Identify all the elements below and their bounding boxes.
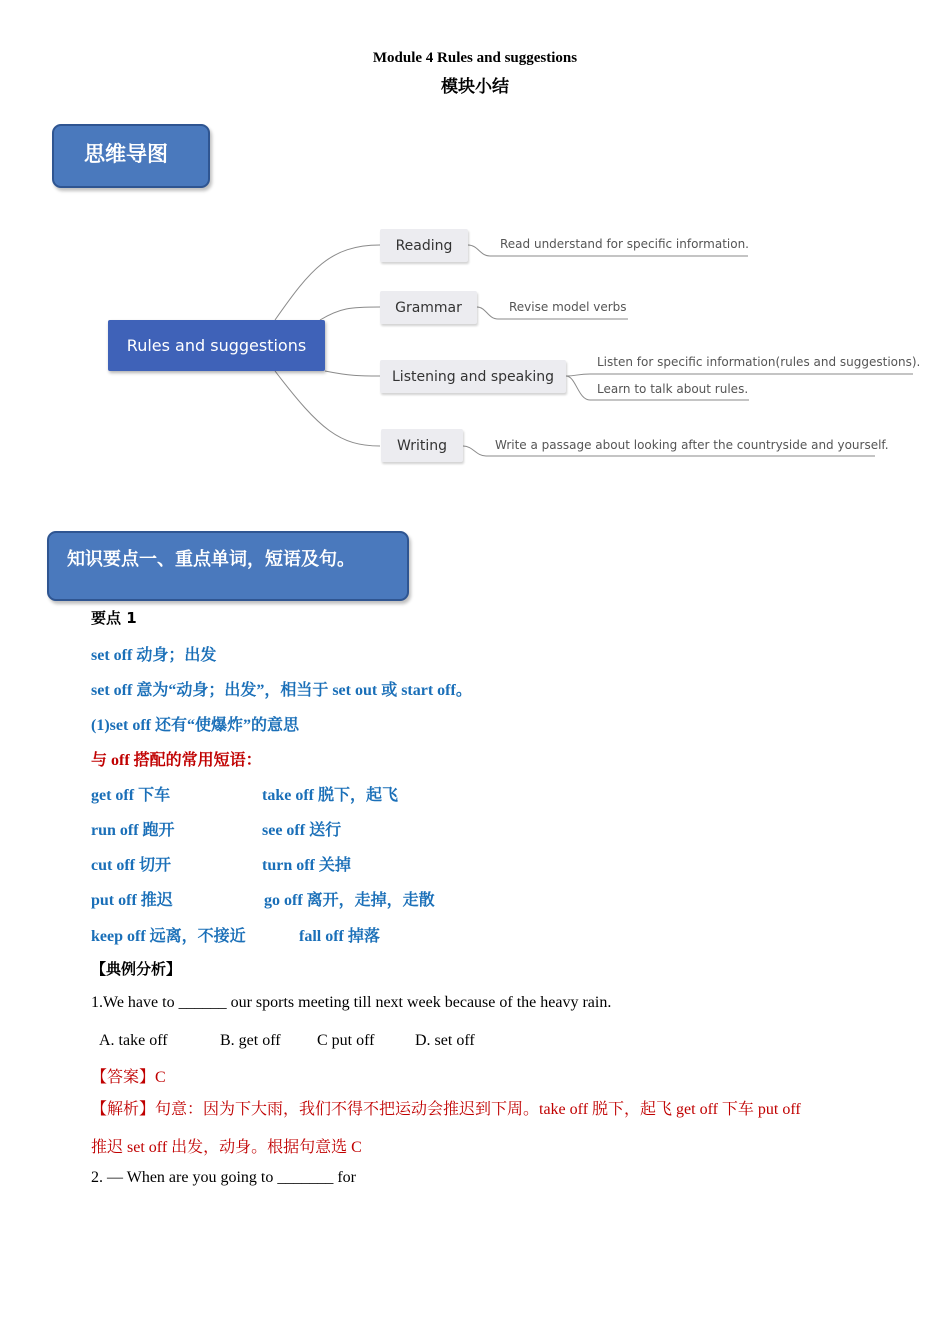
- content-line: set off 动身；出发: [91, 647, 217, 664]
- connector-listening-detail1: [566, 374, 913, 376]
- section-header-key-points: [47, 531, 409, 601]
- section-header-label: 知识要点一、重点单词，短语及句。: [67, 549, 355, 570]
- phrase: see off 送行: [262, 822, 342, 839]
- option: C put off: [317, 1032, 375, 1049]
- phrase: get off 下车: [91, 787, 171, 804]
- root-label: Rules and suggestions: [126, 336, 307, 355]
- analysis: 推迟 set off 出发，动身。根据句意选 C: [91, 1139, 362, 1156]
- phrase: keep off 远离，不接近: [91, 928, 246, 945]
- option: A. take off: [99, 1032, 168, 1049]
- phrase: run off 跑开: [91, 822, 175, 839]
- branch-label: Writing: [397, 437, 447, 454]
- mind-map-root: [108, 320, 325, 371]
- phrase: go off 离开，走掉，走散: [264, 892, 435, 909]
- section-header-label: 思维导图: [84, 142, 168, 166]
- mind-map: [0, 200, 950, 490]
- branch-detail: Listen for specific information(rules and suggestions).: [597, 355, 921, 369]
- branch-reading: [380, 229, 468, 262]
- content-line: 与 off 搭配的常用短语：: [91, 752, 262, 769]
- branch-detail: Write a passage about looking after the countryside and yourself.: [495, 438, 889, 452]
- connector-listening: [325, 371, 380, 376]
- phrase: cut off 切开: [91, 857, 171, 874]
- option: D. set off: [415, 1032, 475, 1049]
- phrase: take off 脱下，起飞: [262, 787, 398, 804]
- branch-detail: Learn to talk about rules.: [597, 382, 749, 396]
- connector-writing: [275, 371, 380, 446]
- branch-listening-speaking: [380, 360, 566, 393]
- content-line: set off 意为“动身；出发”，相当于 set out 或 start off。: [91, 682, 472, 699]
- section-header-mindmap: [52, 124, 210, 188]
- example-title: 【典例分析】: [91, 960, 182, 978]
- option: B. get off: [220, 1032, 281, 1049]
- phrase: put off 推迟: [91, 892, 173, 909]
- point-title: 要点 1: [91, 609, 137, 627]
- branch-label: Reading: [395, 237, 453, 254]
- branch-grammar: [380, 291, 477, 324]
- branch-writing: [381, 429, 463, 462]
- branch-label: Grammar: [395, 299, 462, 316]
- document-subtitle: 模块小结: [441, 77, 509, 97]
- branch-label: Listening and speaking: [392, 368, 554, 385]
- document-title: Module 4 Rules and suggestions: [372, 50, 578, 66]
- branch-detail: Read understand for specific information.: [500, 237, 749, 251]
- phrase: turn off 关掉: [262, 857, 351, 874]
- question: 2. — When are you going to _______ for: [91, 1169, 356, 1186]
- answer: 【答案】C: [91, 1069, 166, 1086]
- connector-grammar: [320, 307, 380, 320]
- phrase: fall off 掉落: [299, 928, 380, 945]
- analysis: 【解析】句意：因为下大雨，我们不得不把运动会推迟到下周。take off 脱下，起飞 get off 下车 put off: [91, 1101, 801, 1118]
- question: 1.We have to ______ our sports meeting till next week because of the heavy rain.: [91, 994, 612, 1011]
- content-line: (1)set off 还有“使爆炸”的意思: [91, 717, 299, 734]
- branch-detail: Revise model verbs: [509, 300, 627, 314]
- connector-reading: [275, 245, 380, 320]
